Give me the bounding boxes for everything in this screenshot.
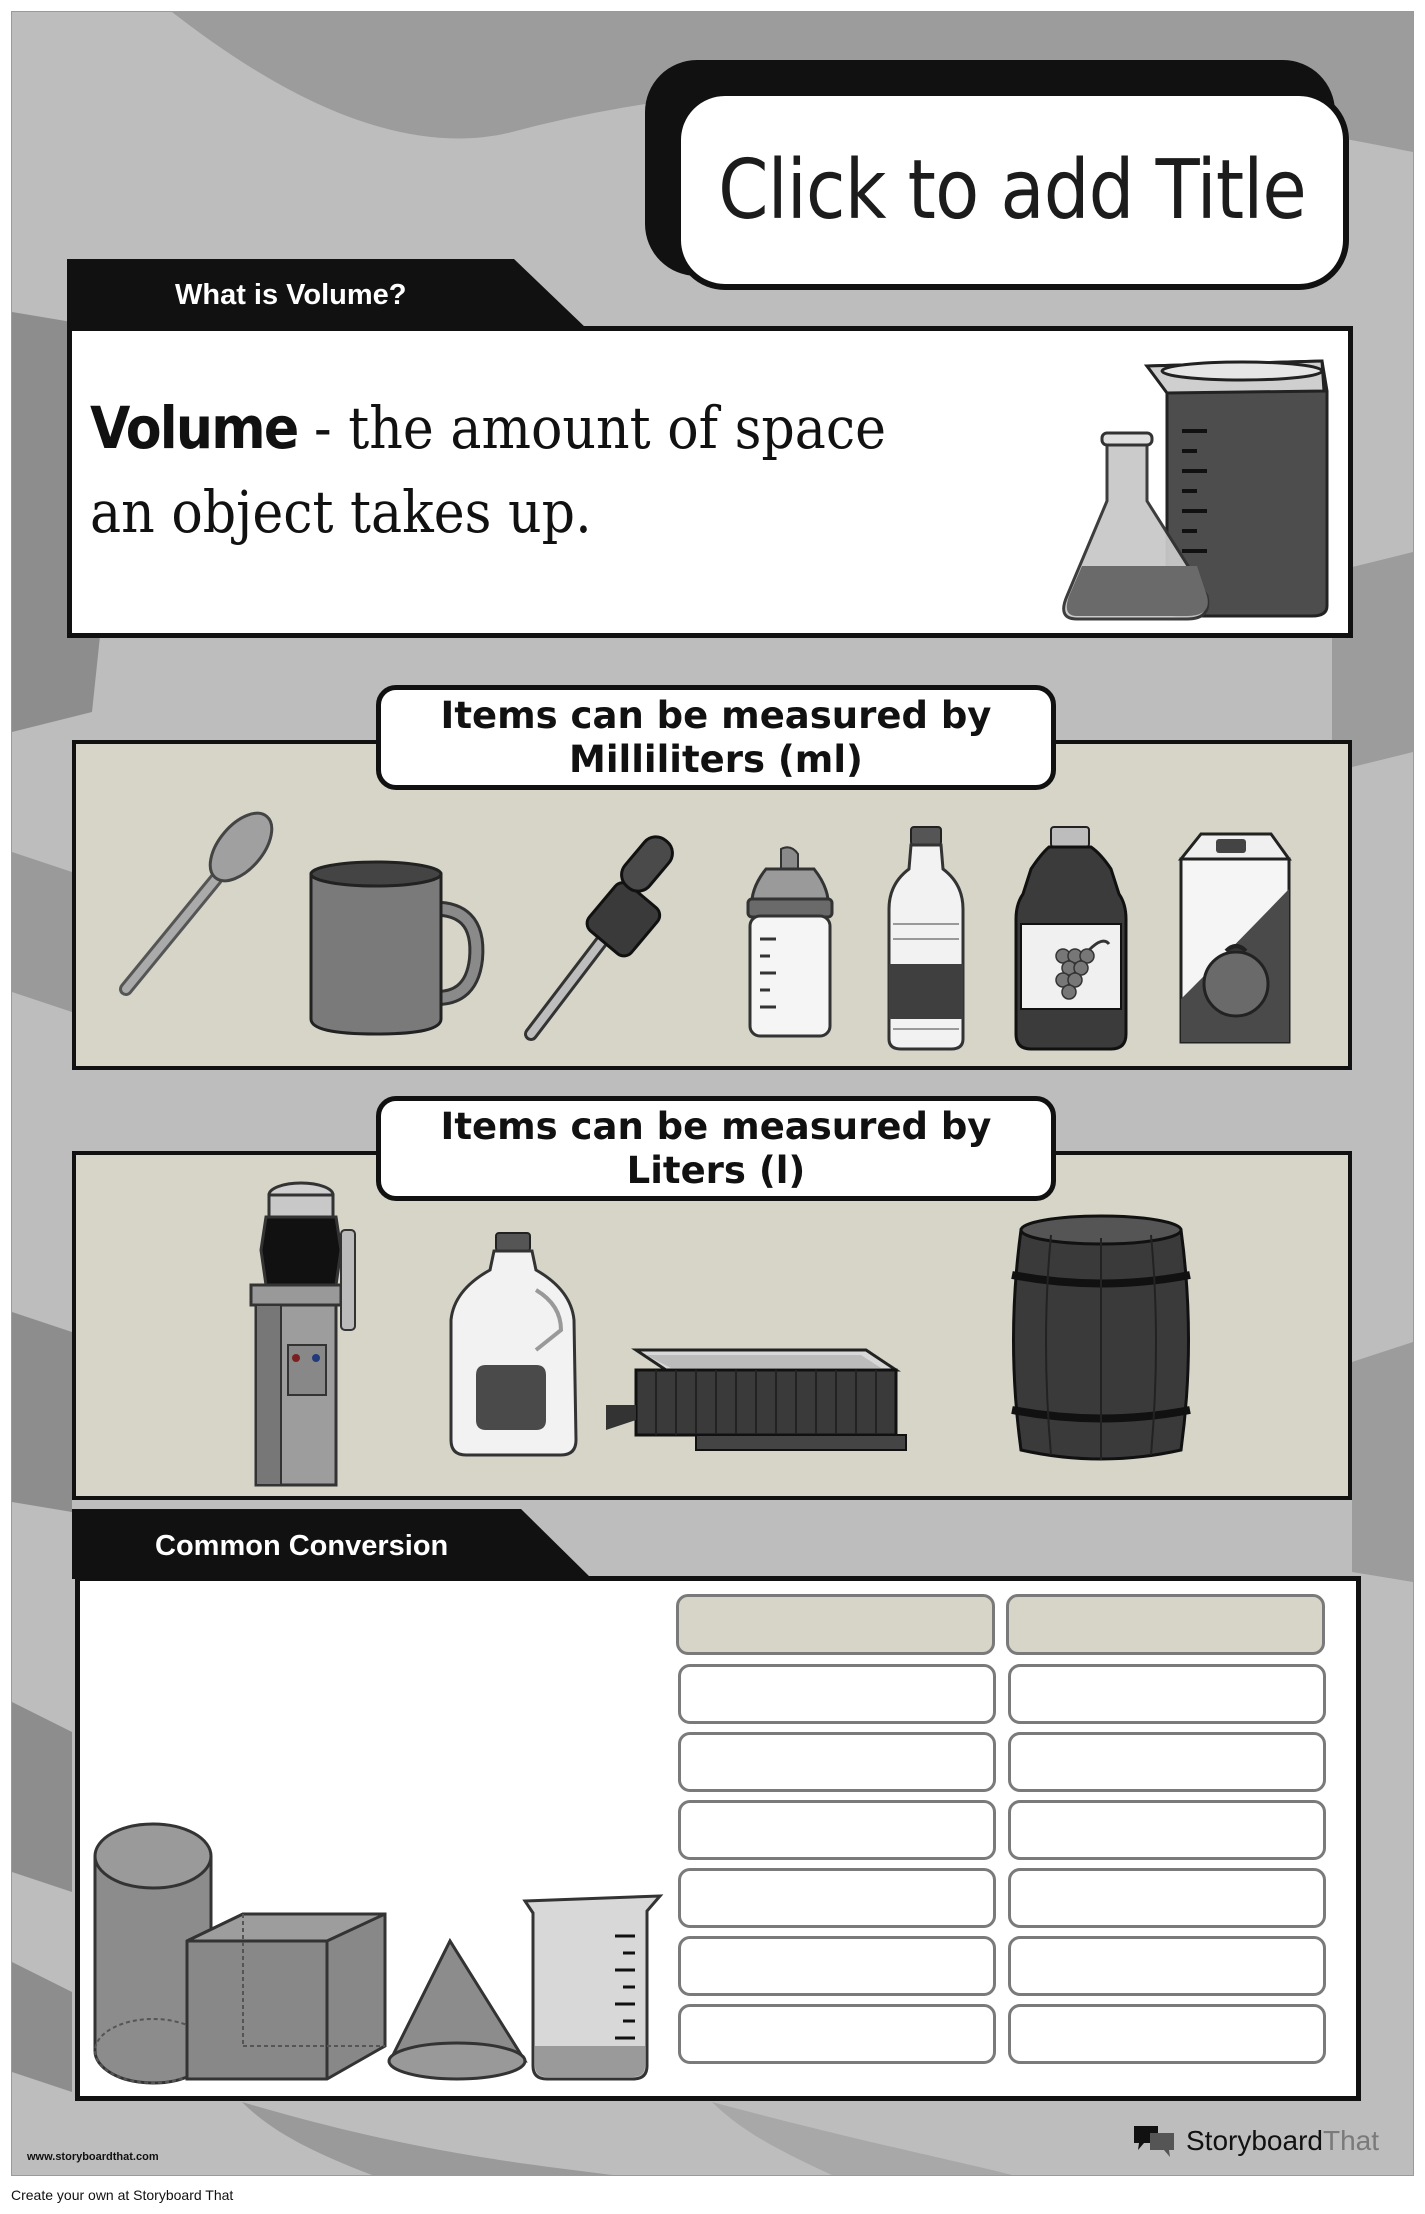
table-cell-r2-c2[interactable] xyxy=(1008,1732,1326,1792)
definition-rest: - the amount of space xyxy=(297,394,887,462)
cone-icon xyxy=(389,1941,525,2079)
poster-canvas xyxy=(11,11,1414,2176)
beaker-flask-icon xyxy=(1072,351,1342,621)
mug-icon xyxy=(306,859,486,1039)
site-url: www.storyboardthat.com xyxy=(27,2151,159,2163)
liters-label-line2: Liters (l) xyxy=(626,1149,806,1192)
table-cell-r5-c2[interactable] xyxy=(1008,1936,1326,1996)
barrel-icon xyxy=(1006,1210,1196,1470)
table-cell-r6-c1[interactable] xyxy=(678,2004,996,2064)
definition-box xyxy=(67,326,1353,638)
table-header-cell-1[interactable] xyxy=(676,1594,995,1655)
baby-bottle-icon xyxy=(736,844,846,1044)
cube-icon xyxy=(187,1914,385,2079)
definition-header: What is Volume? xyxy=(175,279,407,311)
juice-carton-icon xyxy=(1171,829,1301,1049)
beaker-icon xyxy=(525,1896,660,2079)
conversion-shapes xyxy=(95,1821,665,2091)
table-cell-r4-c2[interactable] xyxy=(1008,1868,1326,1928)
liters-label-line1: Items can be measured by xyxy=(440,1105,992,1148)
table-cell-r3-c1[interactable] xyxy=(678,1800,996,1860)
brand-main: Storyboard xyxy=(1186,2125,1323,2156)
milliliters-label-line1: Items can be measured by xyxy=(440,694,992,737)
milk-jug-icon xyxy=(446,1230,586,1460)
definition-text xyxy=(90,386,886,554)
table-cell-r5-c1[interactable] xyxy=(678,1936,996,1996)
table-cell-r1-c2[interactable] xyxy=(1008,1664,1326,1724)
milliliters-label xyxy=(376,685,1056,790)
juice-bottle-icon xyxy=(1011,824,1131,1054)
table-cell-r3-c2[interactable] xyxy=(1008,1800,1326,1860)
table-header-cell-2[interactable] xyxy=(1006,1594,1325,1655)
water-cooler-icon xyxy=(256,1180,376,1500)
liters-panel xyxy=(72,1151,1352,1500)
definition-line2: an object takes up. xyxy=(90,478,592,546)
water-bottle-icon xyxy=(881,824,971,1054)
title-placeholder[interactable]: Click to add Title xyxy=(718,142,1306,238)
table-cell-r4-c1[interactable] xyxy=(678,1868,996,1928)
table-cell-r6-c2[interactable] xyxy=(1008,2004,1326,2064)
liters-label xyxy=(376,1096,1056,1201)
table-cell-r2-c1[interactable] xyxy=(678,1732,996,1792)
speech-bubbles-icon xyxy=(1132,2123,1178,2159)
conversion-header: Common Conversion xyxy=(155,1530,449,1562)
dropper-icon xyxy=(516,829,696,1049)
brand-suffix: That xyxy=(1322,2125,1379,2156)
definition-term: Volume xyxy=(90,394,298,462)
footer-tagline[interactable]: Create your own at Storyboard That xyxy=(11,2187,234,2203)
conversion-box xyxy=(75,1576,1361,2101)
table-cell-r1-c1[interactable] xyxy=(678,1664,996,1724)
title-placeholder-box[interactable] xyxy=(675,90,1349,290)
milliliters-label-line2: Milliliters (ml) xyxy=(569,738,863,781)
spoon-icon xyxy=(106,809,286,1009)
storyboardthat-logo[interactable] xyxy=(1132,2123,1379,2159)
hot-tub-icon xyxy=(606,1320,916,1460)
